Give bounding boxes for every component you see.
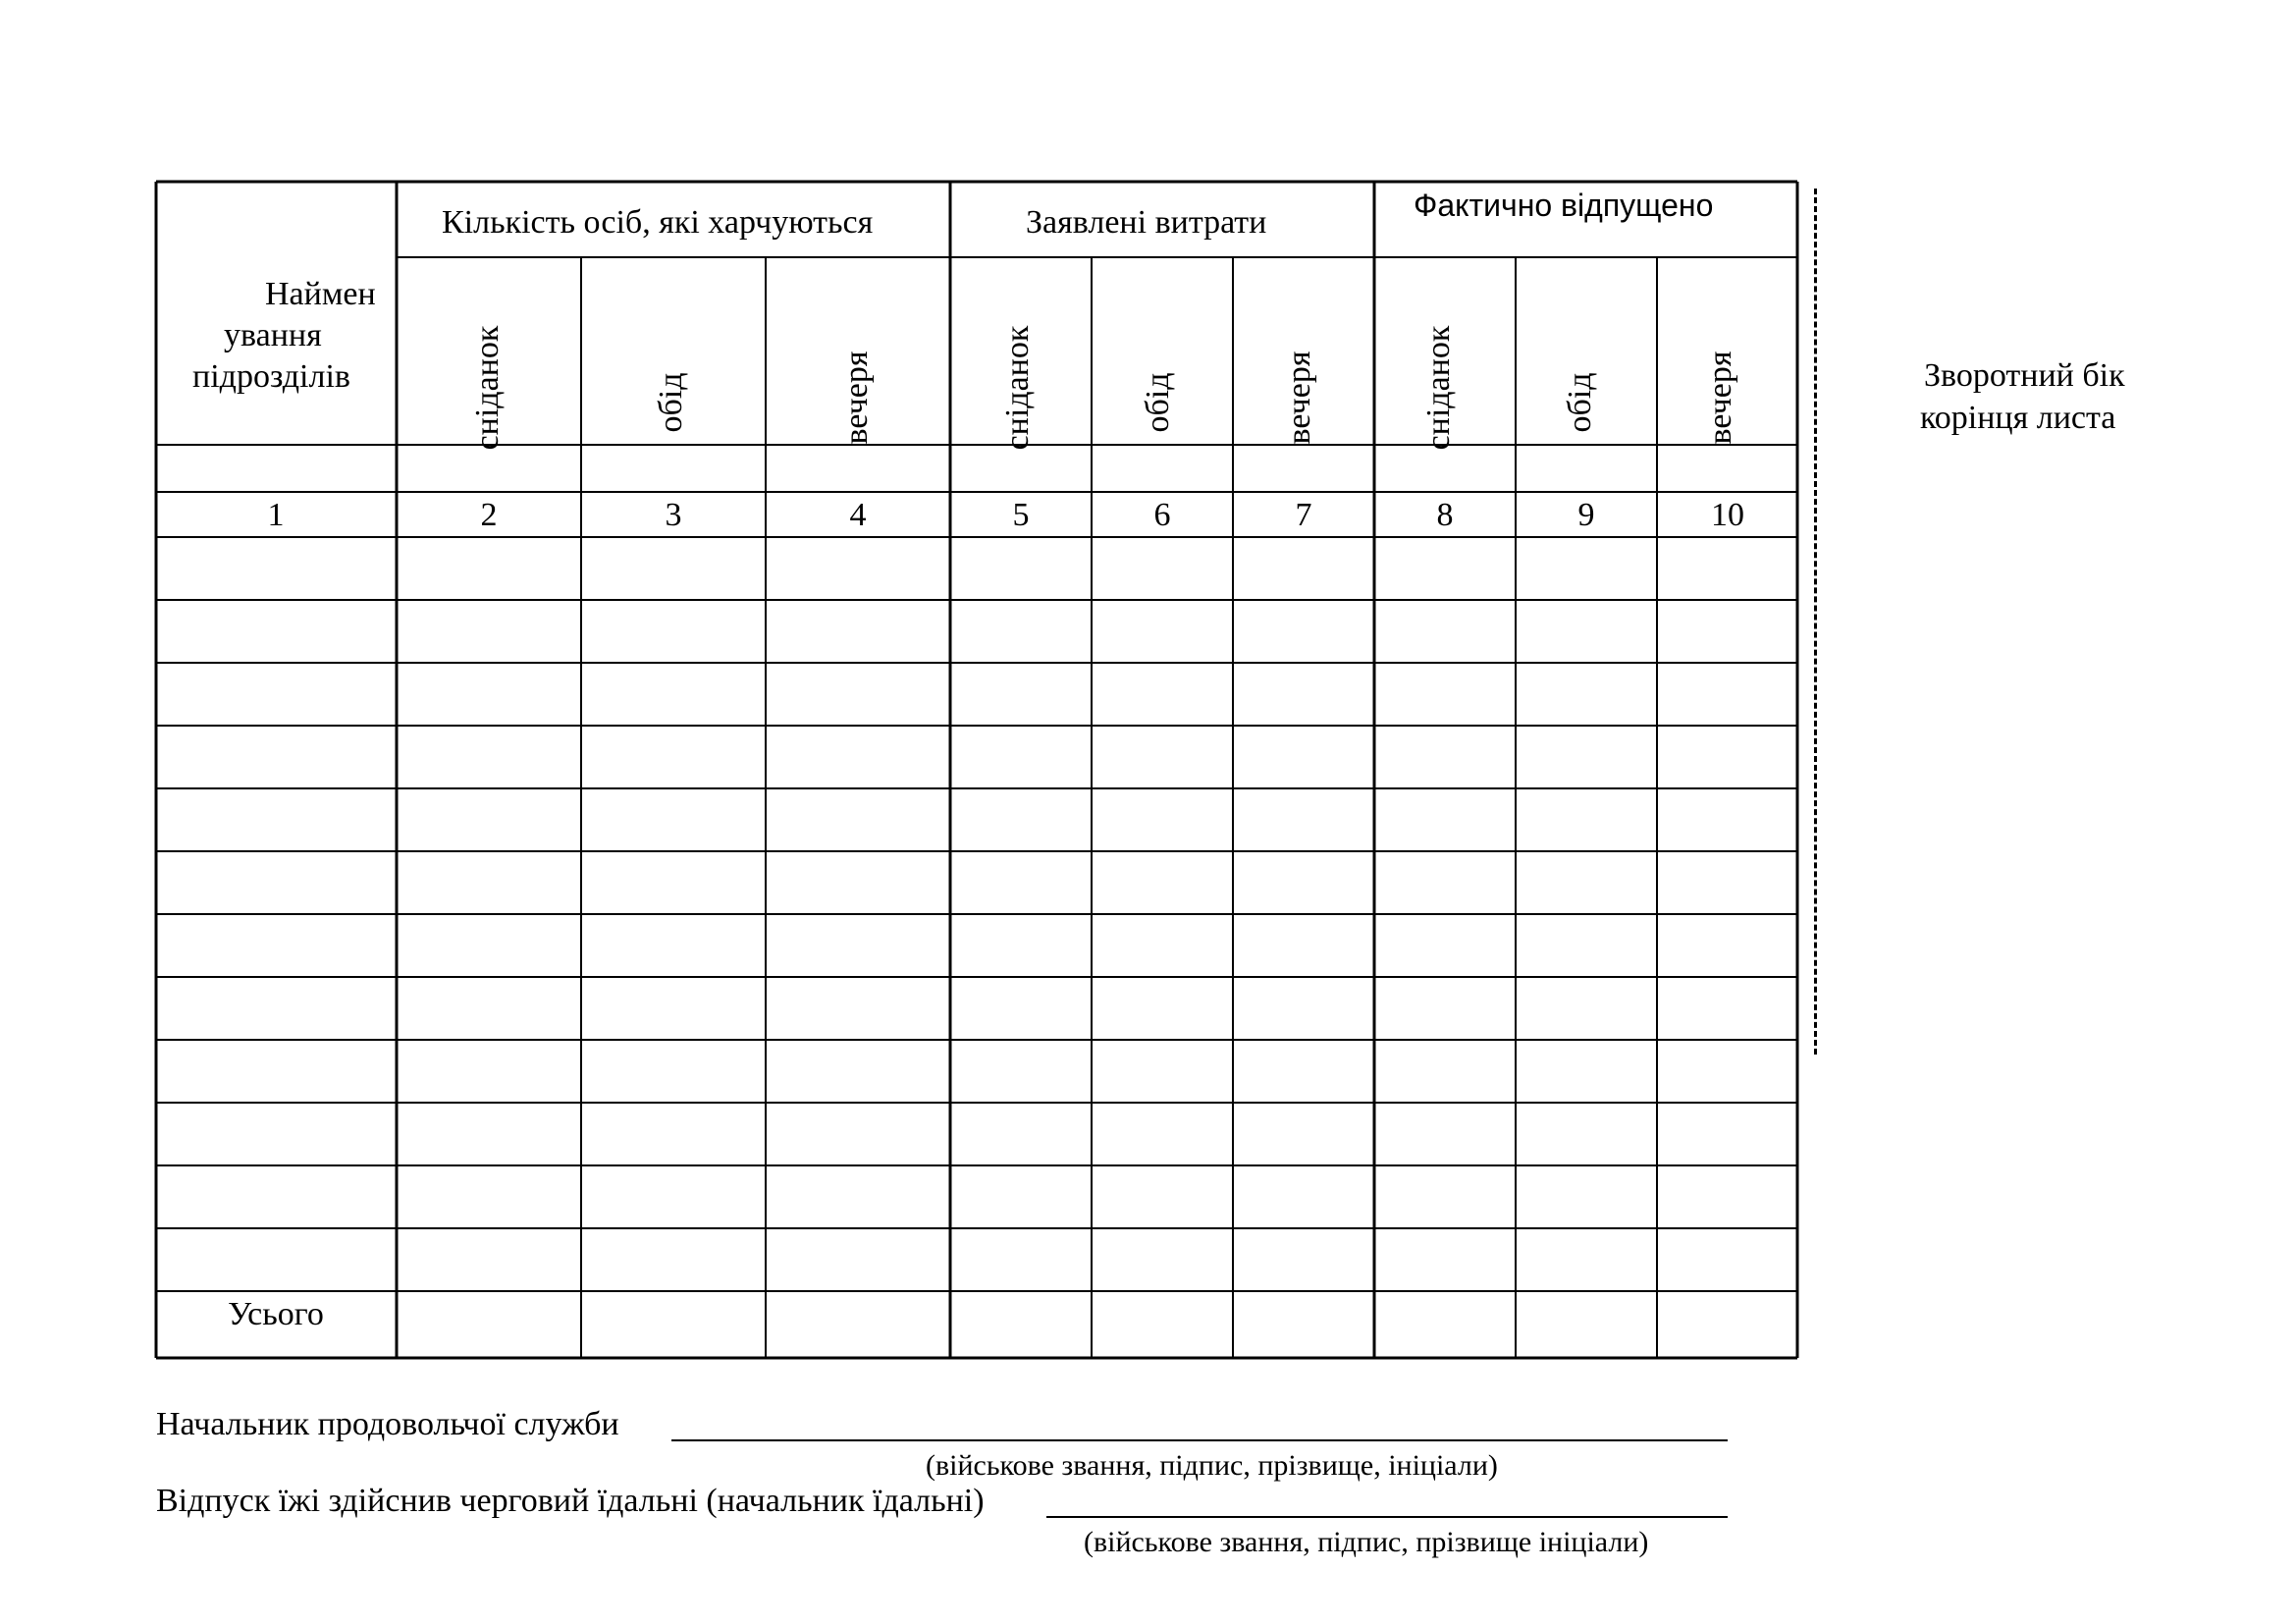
meal-header-lunch: обід xyxy=(653,372,689,433)
column-number: 2 xyxy=(480,497,498,533)
cut-line xyxy=(1814,189,1817,1055)
meal-header-breakfast: сніданок xyxy=(1420,325,1457,451)
canteen-duty-signature-line xyxy=(1046,1516,1728,1518)
group-header-persons-fed: Кількість осіб, які харчуються xyxy=(442,204,874,241)
column-number: 9 xyxy=(1577,497,1595,533)
side-note-line-1: Зворотний бік xyxy=(1924,357,2125,394)
canteen-duty-hint: (військове звання, підпис, прізвище ініціали) xyxy=(1084,1526,1649,1558)
meal-header-dinner: вечеря xyxy=(1281,351,1317,445)
meal-header-lunch: обід xyxy=(1562,372,1598,433)
canteen-duty-label: Відпуск їжі здійснив черговий їдальні (начальник їдальні) xyxy=(156,1483,985,1519)
food-service-chief-signature-line xyxy=(671,1439,1728,1441)
meal-header-breakfast: сніданок xyxy=(999,325,1036,451)
column-number: 5 xyxy=(1012,497,1030,533)
side-note-line-2: корінця листа xyxy=(1920,400,2116,436)
column-number: 1 xyxy=(267,497,285,533)
column-number: 4 xyxy=(849,497,867,533)
meal-header-dinner: вечеря xyxy=(1702,351,1738,445)
meal-header-dinner: вечеря xyxy=(838,351,875,445)
meal-header-breakfast: сніданок xyxy=(469,325,506,451)
column-number: 10 xyxy=(1711,497,1744,533)
column-number: 7 xyxy=(1295,497,1312,533)
unit-name-header-line-3: підрозділів xyxy=(192,358,350,395)
column-number: 6 xyxy=(1153,497,1171,533)
column-number: 8 xyxy=(1436,497,1454,533)
total-row-label: Усього xyxy=(228,1296,324,1332)
unit-name-header-line-1: Наймен xyxy=(265,276,376,312)
unit-name-header-line-2: ування xyxy=(224,317,322,353)
meal-header-lunch: обід xyxy=(1140,372,1176,433)
food-service-chief-hint: (військове звання, підпис, прізвище, ініціали) xyxy=(926,1449,1498,1482)
food-service-chief-label: Начальник продовольчої служби xyxy=(156,1406,619,1442)
group-header-declared-costs: Заявлені витрати xyxy=(1026,204,1267,241)
column-number: 3 xyxy=(665,497,682,533)
group-header-actually-issued: Фактично відпущено xyxy=(1414,188,1714,223)
